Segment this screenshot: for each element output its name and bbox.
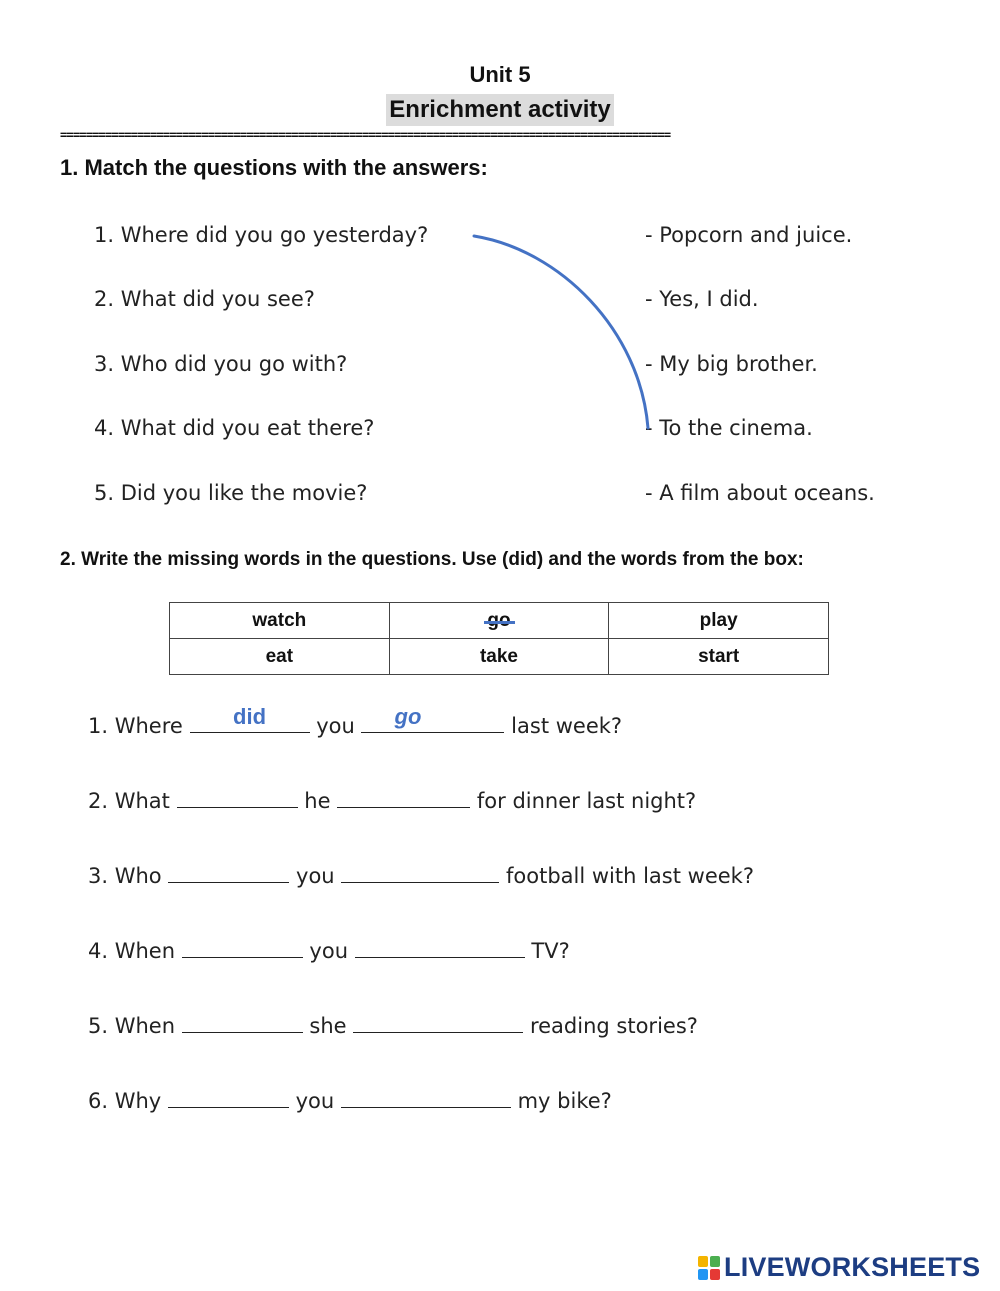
blank-input-2b[interactable] [337, 785, 470, 808]
blank-input-3b[interactable] [341, 860, 499, 883]
logo-text: LIVEWORKSHEETS [724, 1252, 981, 1282]
sentence-word: you [316, 714, 355, 738]
blank-input-5a[interactable] [182, 1010, 303, 1033]
section1-heading: 1. Match the questions with the answers: [60, 155, 488, 180]
word: start [698, 645, 740, 667]
sentence-word: When [114, 1014, 176, 1038]
sentence-word: Who [114, 864, 162, 888]
filled-answer: go [394, 704, 422, 729]
word: watch [252, 609, 307, 631]
unit-title: Unit 5 [469, 62, 531, 87]
sentence-num: 1. [88, 714, 109, 738]
answer-3[interactable]: - My big brother. [645, 352, 818, 376]
sentence-word: you [309, 939, 349, 963]
sentence-num: 6. [88, 1089, 109, 1113]
blank-input-6b[interactable] [341, 1085, 511, 1108]
section2-heading: 2. Write the missing words in the questions. Use (did) and the words from the box: [60, 549, 804, 570]
logo-square-icon [710, 1269, 720, 1280]
sentence-word: What [114, 789, 170, 813]
word-cell [609, 639, 829, 675]
logo-icon [697, 1255, 721, 1281]
word: eat [265, 645, 294, 667]
blank-input-2a[interactable] [177, 785, 298, 808]
sentence-word: you [295, 1089, 335, 1113]
blank-input-4a[interactable] [182, 935, 303, 958]
sentence-2 [88, 785, 696, 813]
sentence-word: last week? [511, 714, 623, 738]
word-crossed [487, 610, 510, 632]
blank-input-5b[interactable] [353, 1010, 523, 1033]
question-2[interactable]: 2. What did you see? [94, 287, 315, 311]
word-cell [170, 603, 390, 639]
sentence-word: TV? [531, 939, 570, 963]
sentence-word: When [114, 939, 176, 963]
subtitle: Enrichment activity [386, 94, 613, 126]
sentence-4 [88, 935, 570, 963]
sentence-word: for dinner last night? [476, 789, 697, 813]
sentence-6 [88, 1085, 612, 1113]
answer-4[interactable]: - To the cinema. [645, 416, 813, 440]
word-cell [170, 639, 390, 675]
sentence-1 [88, 704, 623, 738]
question-3[interactable]: 3. Who did you go with? [94, 352, 348, 376]
word-cell [609, 603, 829, 639]
logo-square-icon [698, 1256, 708, 1267]
blank-input-4b[interactable] [355, 935, 525, 958]
blank-input-6a[interactable] [168, 1085, 289, 1108]
logo-square-icon [710, 1256, 720, 1267]
sentence-3 [88, 860, 754, 888]
word: take [479, 645, 518, 667]
word-box [169, 602, 829, 675]
sentence-word: she [309, 1014, 347, 1038]
blank-input-1a[interactable] [190, 704, 310, 733]
sentence-word: you [296, 864, 335, 888]
filled-answer: did [233, 704, 267, 729]
sentence-word: football with last week? [506, 864, 754, 888]
sentence-word: Where [114, 714, 183, 738]
sentence-num: 2. [88, 789, 109, 813]
word-box-row [170, 639, 829, 675]
sentence-num: 4. [88, 939, 109, 963]
answer-1[interactable]: - Popcorn and juice. [645, 223, 853, 247]
word-cell [389, 639, 609, 675]
sentence-word: reading stories? [529, 1014, 698, 1038]
word: play [699, 609, 738, 631]
question-4[interactable]: 4. What did you eat there? [94, 416, 375, 440]
liveworksheets-logo[interactable] [697, 1252, 980, 1283]
match-line [474, 236, 648, 428]
word-box-row [170, 603, 829, 639]
sentence-num: 3. [88, 864, 109, 888]
sentence-word: he [304, 789, 331, 813]
blank-input-3a[interactable] [168, 860, 289, 883]
answer-5[interactable]: - A film about oceans. [645, 481, 875, 505]
sentence-word: my bike? [517, 1089, 612, 1113]
sentence-num: 5. [88, 1014, 109, 1038]
logo-square-icon [698, 1269, 708, 1280]
strike-mark [484, 621, 514, 624]
word-cell [389, 603, 609, 639]
divider-rule: =============================================================================================== [60, 128, 671, 142]
answer-2[interactable]: - Yes, I did. [645, 287, 759, 311]
sentence-5 [88, 1010, 698, 1038]
sentence-word: Why [114, 1089, 162, 1113]
blank-input-1b[interactable] [361, 704, 504, 733]
question-1[interactable]: 1. Where did you go yesterday? [94, 223, 429, 247]
question-5[interactable]: 5. Did you like the movie? [94, 481, 368, 505]
